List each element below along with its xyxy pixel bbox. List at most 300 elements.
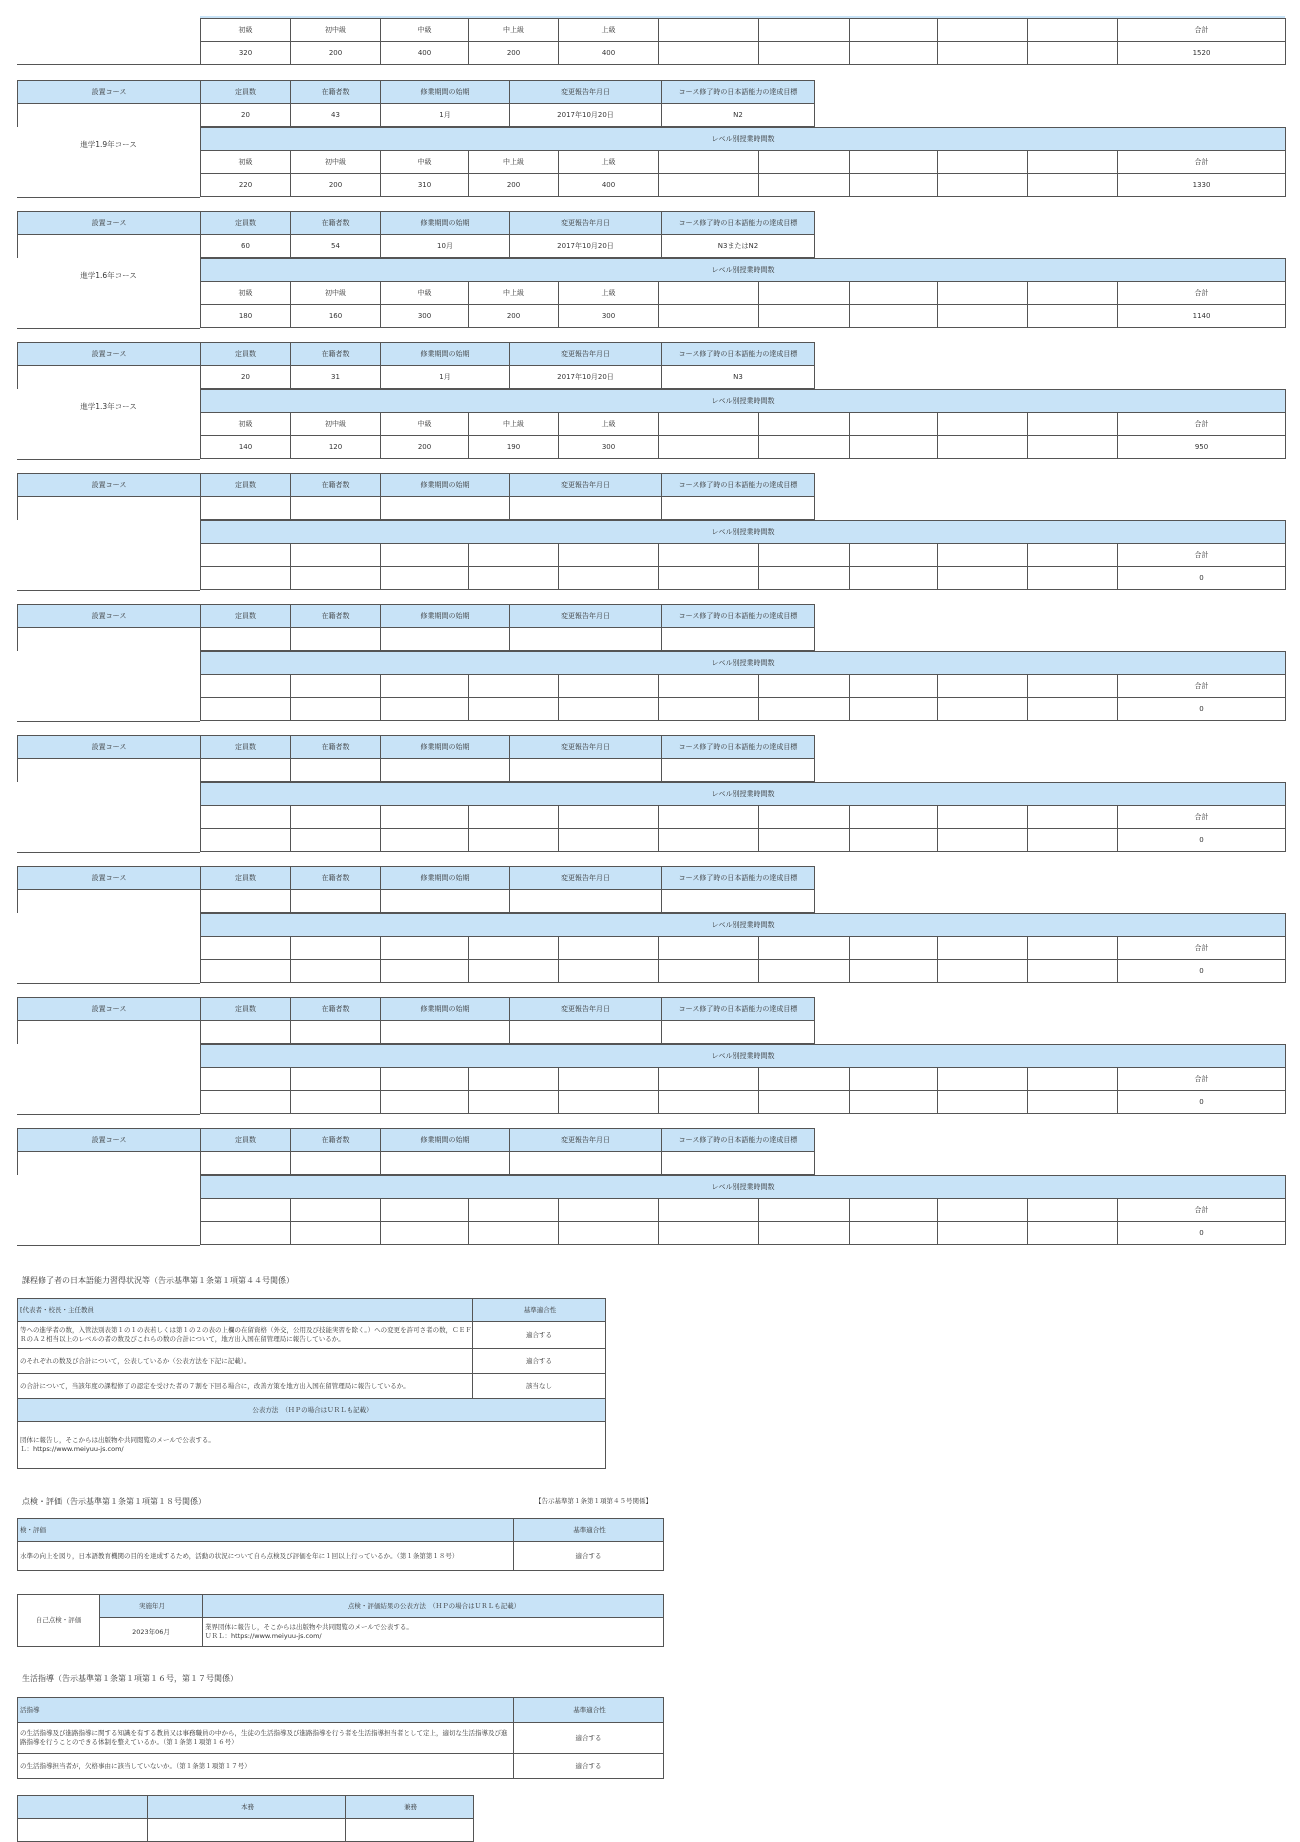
report-date-col-header: 変更報告年月日 bbox=[510, 867, 662, 890]
start-value bbox=[381, 497, 510, 520]
total-value: 950 bbox=[1118, 436, 1286, 459]
hours-value bbox=[291, 829, 381, 852]
jlpt-row-text: 等への進学者の数，入管法別表第１の１の表若しくは第１の２の表の上欄の在留資格（外交，公用及び技能実習を除く。）への変更を許可さ者の数，ＣＥＦＲのＡ２相当以上のレベルの者の数及びこれらの数の合計について，地方出入国在留管理局に報告しているか。 bbox=[18, 1322, 473, 1349]
top-course-hours-table bbox=[200, 18, 1286, 65]
hours-header: レベル別授業時間数 bbox=[201, 652, 1286, 675]
total-value: 0 bbox=[1118, 1091, 1286, 1114]
target-value: N3またはN2 bbox=[662, 235, 815, 258]
level-label bbox=[291, 1199, 381, 1222]
total-label: 合計 bbox=[1118, 675, 1286, 698]
hours-value bbox=[291, 1091, 381, 1114]
hours-value bbox=[381, 1091, 469, 1114]
hours-value: 300 bbox=[381, 305, 469, 328]
course-name bbox=[17, 1047, 200, 1077]
capacity-value bbox=[201, 890, 291, 913]
total-label: 合計 bbox=[1118, 544, 1286, 567]
level-label: 上級 bbox=[559, 151, 659, 174]
hours-value: 140 bbox=[201, 436, 291, 459]
target-value bbox=[662, 759, 815, 782]
level-label: 中級 bbox=[381, 282, 469, 305]
course-col-header: 設置コース bbox=[18, 1129, 201, 1152]
self-eval-pub-line2: ＵＲＬ：https://www.meiyuu-js.com/ bbox=[205, 1632, 322, 1640]
course-block-underline bbox=[17, 721, 200, 722]
hours-value bbox=[291, 698, 381, 721]
report-date-col-header: 変更報告年月日 bbox=[510, 343, 662, 366]
target-value bbox=[662, 890, 815, 913]
hours-header: レベル別授業時間数 bbox=[201, 259, 1286, 282]
level-label: 上級 bbox=[559, 282, 659, 305]
course-name: 進学1.9年コース bbox=[80, 140, 137, 149]
jlpt-header-left: [代表者・校長・主任教員 bbox=[18, 1299, 473, 1322]
course-hours-table bbox=[200, 913, 1286, 983]
hours-value bbox=[201, 960, 291, 983]
course-col-header: 設置コース bbox=[18, 605, 201, 628]
course-block-underline bbox=[17, 1114, 200, 1115]
total-value: 0 bbox=[1118, 829, 1286, 852]
self-eval-pub-header: 点検・評価結果の公表方法 （ＨＰの場合はＵＲＬも記載） bbox=[203, 1595, 664, 1618]
level-label: 初級 bbox=[201, 413, 291, 436]
report-date-col-header: 変更報告年月日 bbox=[510, 1129, 662, 1152]
level-label bbox=[559, 1068, 659, 1091]
jlpt-pub-line1: 団体に報告し，そこからは出版物や共同閲覧のメールで公表する。 bbox=[20, 1436, 215, 1444]
course-name-cell bbox=[18, 1021, 201, 1044]
enrolled-value bbox=[291, 890, 381, 913]
enrolled-col-header: 在籍者数 bbox=[291, 867, 381, 890]
course-name-cell bbox=[18, 104, 201, 127]
report-date-value bbox=[510, 1021, 662, 1044]
level-label bbox=[201, 1199, 291, 1222]
level-label bbox=[469, 1199, 559, 1222]
level-label: 上級 bbox=[559, 19, 659, 42]
start-col-header: 修業期間の始期 bbox=[381, 343, 510, 366]
capacity-value bbox=[201, 628, 291, 651]
hours-value bbox=[381, 698, 469, 721]
enrolled-value bbox=[291, 1021, 381, 1044]
self-eval-pub-body bbox=[203, 1618, 664, 1647]
hours-value bbox=[201, 567, 291, 590]
start-col-header: 修業期間の始期 bbox=[381, 998, 510, 1021]
level-label bbox=[201, 675, 291, 698]
course-hours-table bbox=[200, 258, 1286, 328]
level-label bbox=[469, 675, 559, 698]
report-date-col-header: 変更報告年月日 bbox=[510, 474, 662, 497]
course-col-header: 設置コース bbox=[18, 343, 201, 366]
level-label bbox=[201, 1068, 291, 1091]
capacity-value: 20 bbox=[201, 104, 291, 127]
hours-value: 180 bbox=[201, 305, 291, 328]
level-label bbox=[559, 806, 659, 829]
hours-value bbox=[291, 567, 381, 590]
target-value bbox=[662, 497, 815, 520]
level-label: 中上級 bbox=[469, 19, 559, 42]
course-hours-table bbox=[200, 1044, 1286, 1114]
capacity-value bbox=[201, 497, 291, 520]
life-section-title: 生活指導（告示基準第１条第１項第１６号，第１７号関係） bbox=[22, 1674, 238, 1683]
top-section-underline bbox=[17, 64, 200, 65]
capacity-col-header: 定員数 bbox=[201, 1129, 291, 1152]
course-col-header: 設置コース bbox=[18, 998, 201, 1021]
level-label bbox=[291, 544, 381, 567]
level-label: 中級 bbox=[381, 19, 469, 42]
level-label bbox=[381, 1068, 469, 1091]
hours-header: レベル別授業時間数 bbox=[201, 1176, 1286, 1199]
jlpt-pub-body bbox=[18, 1422, 606, 1469]
jlpt-pub-line2: Ｌ：https://www.meiyuu-js.com/ bbox=[20, 1445, 124, 1453]
target-value: N3 bbox=[662, 366, 815, 389]
hours-value bbox=[291, 960, 381, 983]
total-label: 合計 bbox=[1118, 806, 1286, 829]
hours-value: 200 bbox=[469, 174, 559, 197]
capacity-col-header: 定員数 bbox=[201, 736, 291, 759]
course-header-table bbox=[17, 211, 815, 258]
self-eval-label: 自己点検・評価 bbox=[18, 1595, 100, 1647]
course-col-header: 設置コース bbox=[18, 212, 201, 235]
start-value: 1月 bbox=[381, 366, 510, 389]
hours-value: 300 bbox=[559, 436, 659, 459]
report-date-col-header: 変更報告年月日 bbox=[510, 605, 662, 628]
report-date-value bbox=[510, 1152, 662, 1175]
target-value: N2 bbox=[662, 104, 815, 127]
hours-header: レベル別授業時間数 bbox=[201, 914, 1286, 937]
level-label: 中級 bbox=[381, 151, 469, 174]
start-col-header: 修業期間の始期 bbox=[381, 474, 510, 497]
level-label bbox=[201, 806, 291, 829]
hours-value bbox=[559, 960, 659, 983]
start-value: 10月 bbox=[381, 235, 510, 258]
capacity-col-header: 定員数 bbox=[201, 343, 291, 366]
level-label bbox=[469, 1068, 559, 1091]
hours-value bbox=[381, 829, 469, 852]
life-header-right: 基準適合性 bbox=[514, 1698, 664, 1723]
target-col-header: コース修了時の日本語能力の達成目標 bbox=[662, 1129, 815, 1152]
life-row-value: 適合する bbox=[514, 1723, 664, 1754]
course-name: 進学1.3年コース bbox=[80, 402, 137, 411]
hours-value: 400 bbox=[559, 174, 659, 197]
course-name-cell bbox=[18, 1152, 201, 1175]
course-col-header: 設置コース bbox=[18, 736, 201, 759]
target-col-header: コース修了時の日本語能力の達成目標 bbox=[662, 343, 815, 366]
hours-value: 120 bbox=[291, 436, 381, 459]
hours-value: 400 bbox=[559, 42, 659, 65]
self-eval-pub-line1: 業界団体に報告し，そこからは出版物や共同閲覧のメールで公表する。 bbox=[205, 1623, 413, 1631]
report-date-value: 2017年10月20日 bbox=[510, 104, 662, 127]
course-name-cell bbox=[18, 628, 201, 651]
level-label: 初中級 bbox=[291, 19, 381, 42]
staff-col-parttime: 兼務 bbox=[346, 1796, 474, 1819]
eval-section-ref: 【告示基準第１条第１項第４５号関係】 bbox=[535, 1497, 652, 1505]
total-value: 0 bbox=[1118, 1222, 1286, 1245]
course-col-header: 設置コース bbox=[18, 474, 201, 497]
life-row-text: の生活指導及び進路指導に関する知識を有する教員又は事務職員の中から，生徒の生活指導及び進路指導を行う者を生活指導担当者として定上，適切な生活指導及び進路指導を行うことのできる体制を整えているか。（第１条第１項第１６号） bbox=[18, 1723, 514, 1754]
report-date-col-header: 変更報告年月日 bbox=[510, 81, 662, 104]
total-value: 0 bbox=[1118, 960, 1286, 983]
target-col-header: コース修了時の日本語能力の達成目標 bbox=[662, 736, 815, 759]
total-value: 1520 bbox=[1118, 42, 1286, 65]
hours-value bbox=[559, 567, 659, 590]
eval-table bbox=[17, 1518, 664, 1571]
level-label bbox=[291, 1068, 381, 1091]
level-label bbox=[469, 937, 559, 960]
hours-value bbox=[381, 567, 469, 590]
start-value bbox=[381, 1152, 510, 1175]
self-eval-table bbox=[17, 1594, 664, 1647]
level-label: 中上級 bbox=[469, 282, 559, 305]
enrolled-col-header: 在籍者数 bbox=[291, 998, 381, 1021]
hours-value: 200 bbox=[469, 42, 559, 65]
jlpt-row-text: の合計について，当該年度の課程修了の認定を受けた者の７割を下回る場合に，改善方策を地方出入国在留管理局に報告しているか。 bbox=[18, 1374, 473, 1399]
enrolled-col-header: 在籍者数 bbox=[291, 1129, 381, 1152]
report-date-value bbox=[510, 759, 662, 782]
enrolled-value bbox=[291, 497, 381, 520]
target-col-header: コース修了時の日本語能力の達成目標 bbox=[662, 998, 815, 1021]
total-label: 合計 bbox=[1118, 1068, 1286, 1091]
course-header-table bbox=[17, 1128, 815, 1175]
level-label bbox=[381, 544, 469, 567]
hours-value: 160 bbox=[291, 305, 381, 328]
hours-value: 220 bbox=[201, 174, 291, 197]
course-block-underline bbox=[17, 459, 200, 460]
enrolled-value bbox=[291, 1152, 381, 1175]
level-label bbox=[201, 937, 291, 960]
level-label bbox=[559, 937, 659, 960]
course-hours-table bbox=[200, 127, 1286, 197]
hours-value bbox=[291, 1222, 381, 1245]
course-header-table bbox=[17, 866, 815, 913]
hours-header: レベル別授業時間数 bbox=[201, 521, 1286, 544]
hours-value: 190 bbox=[469, 436, 559, 459]
capacity-col-header: 定員数 bbox=[201, 998, 291, 1021]
total-label: 合計 bbox=[1118, 1199, 1286, 1222]
report-date-value bbox=[510, 890, 662, 913]
jlpt-header-right: 基準適合性 bbox=[473, 1299, 606, 1322]
hours-value bbox=[469, 698, 559, 721]
enrolled-value bbox=[291, 628, 381, 651]
level-label bbox=[201, 544, 291, 567]
start-col-header: 修業期間の始期 bbox=[381, 1129, 510, 1152]
enrolled-value: 54 bbox=[291, 235, 381, 258]
hours-header: レベル別授業時間数 bbox=[201, 1045, 1286, 1068]
course-block-underline bbox=[17, 1245, 200, 1246]
enrolled-col-header: 在籍者数 bbox=[291, 605, 381, 628]
start-value: 1月 bbox=[381, 104, 510, 127]
level-label bbox=[559, 675, 659, 698]
eval-row-text: 水準の向上を図り，日本語教育機関の目的を達成するため，活動の状況について自ら点検及び評価を年に１回以上行っているか。（第１条第第１８号） bbox=[18, 1542, 514, 1571]
hours-value: 200 bbox=[469, 305, 559, 328]
course-name-cell bbox=[18, 890, 201, 913]
level-label: 初中級 bbox=[291, 282, 381, 305]
course-header-table bbox=[17, 80, 815, 127]
course-block-underline bbox=[17, 983, 200, 984]
eval-header-left: 検・評価 bbox=[18, 1519, 514, 1542]
jlpt-pub-header: 公表方法 （ＨＰの場合はＵＲＬも記載） bbox=[18, 1399, 606, 1422]
level-label: 上級 bbox=[559, 413, 659, 436]
hours-header: レベル別授業時間数 bbox=[201, 390, 1286, 413]
report-date-value: 2017年10月20日 bbox=[510, 366, 662, 389]
level-label bbox=[381, 806, 469, 829]
course-hours-table bbox=[200, 389, 1286, 459]
total-label: 合計 bbox=[1118, 937, 1286, 960]
level-label: 初級 bbox=[201, 282, 291, 305]
hours-value: 200 bbox=[381, 436, 469, 459]
jlpt-table bbox=[17, 1298, 606, 1469]
enrolled-value: 43 bbox=[291, 104, 381, 127]
report-date-value bbox=[510, 628, 662, 651]
target-col-header: コース修了時の日本語能力の達成目標 bbox=[662, 474, 815, 497]
target-value bbox=[662, 1021, 815, 1044]
capacity-value: 60 bbox=[201, 235, 291, 258]
total-label: 合計 bbox=[1118, 19, 1286, 42]
life-row-value: 適合する bbox=[514, 1754, 664, 1779]
start-col-header: 修業期間の始期 bbox=[381, 605, 510, 628]
hours-value bbox=[201, 829, 291, 852]
jlpt-row-value: 適合する bbox=[473, 1349, 606, 1374]
capacity-col-header: 定員数 bbox=[201, 81, 291, 104]
start-value bbox=[381, 759, 510, 782]
level-label: 初級 bbox=[201, 151, 291, 174]
jlpt-row-text: のそれぞれの数及び合計について，公表しているか（公表方法を下記に記載）。 bbox=[18, 1349, 473, 1374]
level-label bbox=[469, 544, 559, 567]
start-col-header: 修業期間の始期 bbox=[381, 736, 510, 759]
level-label bbox=[469, 806, 559, 829]
start-value bbox=[381, 890, 510, 913]
self-eval-date: 2023年06月 bbox=[100, 1618, 203, 1647]
course-block-underline bbox=[17, 197, 200, 198]
total-label: 合計 bbox=[1118, 151, 1286, 174]
course-hours-table bbox=[200, 1175, 1286, 1245]
course-name-cell bbox=[18, 759, 201, 782]
capacity-value bbox=[201, 759, 291, 782]
jlpt-section-title: 課程修了者の日本語能力習得状況等（告示基準第１条第１項第４４号関係） bbox=[22, 1276, 294, 1285]
level-label: 中上級 bbox=[469, 151, 559, 174]
enrolled-col-header: 在籍者数 bbox=[291, 81, 381, 104]
capacity-col-header: 定員数 bbox=[201, 212, 291, 235]
level-label bbox=[381, 937, 469, 960]
total-label: 合計 bbox=[1118, 282, 1286, 305]
level-label: 中上級 bbox=[469, 413, 559, 436]
self-eval-date-header: 実施年月 bbox=[100, 1595, 203, 1618]
course-hours-table bbox=[200, 651, 1286, 721]
start-col-header: 修業期間の始期 bbox=[381, 212, 510, 235]
course-hours-table bbox=[200, 782, 1286, 852]
hours-value bbox=[381, 1222, 469, 1245]
jlpt-row-value: 適合する bbox=[473, 1322, 606, 1349]
target-col-header: コース修了時の日本語能力の達成目標 bbox=[662, 81, 815, 104]
course-header-table bbox=[17, 342, 815, 389]
total-value: 1140 bbox=[1118, 305, 1286, 328]
course-name-cell bbox=[18, 235, 201, 258]
course-name bbox=[17, 785, 200, 815]
staff-table bbox=[17, 1795, 474, 1842]
course-name bbox=[17, 523, 200, 553]
hours-value bbox=[201, 1091, 291, 1114]
report-date-col-header: 変更報告年月日 bbox=[510, 212, 662, 235]
capacity-value: 20 bbox=[201, 366, 291, 389]
capacity-col-header: 定員数 bbox=[201, 474, 291, 497]
hours-value: 300 bbox=[559, 305, 659, 328]
hours-value bbox=[469, 1222, 559, 1245]
hours-value bbox=[469, 829, 559, 852]
level-label: 初中級 bbox=[291, 151, 381, 174]
hours-value bbox=[559, 829, 659, 852]
enrolled-col-header: 在籍者数 bbox=[291, 474, 381, 497]
hours-value bbox=[559, 1091, 659, 1114]
course-col-header: 設置コース bbox=[18, 867, 201, 890]
total-value: 0 bbox=[1118, 698, 1286, 721]
level-label bbox=[291, 937, 381, 960]
hours-value bbox=[469, 1091, 559, 1114]
course-hours-table bbox=[200, 520, 1286, 590]
capacity-value bbox=[201, 1021, 291, 1044]
eval-section-title: 点検・評価（告示基準第１条第１項第１８号関係） bbox=[22, 1497, 206, 1506]
course-name bbox=[17, 916, 200, 946]
hours-value: 320 bbox=[201, 42, 291, 65]
eval-row-value: 適合する bbox=[514, 1542, 664, 1571]
course-block-underline bbox=[17, 852, 200, 853]
enrolled-value: 31 bbox=[291, 366, 381, 389]
level-label bbox=[559, 1199, 659, 1222]
course-name: 進学1.6年コース bbox=[80, 271, 137, 280]
total-value: 0 bbox=[1118, 567, 1286, 590]
capacity-col-header: 定員数 bbox=[201, 867, 291, 890]
life-header-left: 活指導 bbox=[18, 1698, 514, 1723]
report-date-value bbox=[510, 497, 662, 520]
course-name-cell bbox=[18, 497, 201, 520]
start-col-header: 修業期間の始期 bbox=[381, 81, 510, 104]
level-label bbox=[381, 1199, 469, 1222]
hours-header: レベル別授業時間数 bbox=[201, 783, 1286, 806]
hours-value bbox=[559, 698, 659, 721]
level-label bbox=[559, 544, 659, 567]
course-block-underline bbox=[17, 590, 200, 591]
enrolled-col-header: 在籍者数 bbox=[291, 212, 381, 235]
level-label bbox=[291, 806, 381, 829]
start-value bbox=[381, 628, 510, 651]
target-value bbox=[662, 628, 815, 651]
total-value: 1330 bbox=[1118, 174, 1286, 197]
hours-header: レベル別授業時間数 bbox=[201, 128, 1286, 151]
hours-value bbox=[201, 1222, 291, 1245]
course-name-cell bbox=[18, 366, 201, 389]
capacity-value bbox=[201, 1152, 291, 1175]
level-label: 初中級 bbox=[291, 413, 381, 436]
report-date-value: 2017年10月20日 bbox=[510, 235, 662, 258]
course-name bbox=[17, 654, 200, 684]
course-name bbox=[17, 1178, 200, 1208]
staff-col-fulltime: 本務 bbox=[148, 1796, 346, 1819]
target-col-header: コース修了時の日本語能力の達成目標 bbox=[662, 605, 815, 628]
capacity-col-header: 定員数 bbox=[201, 605, 291, 628]
enrolled-col-header: 在籍者数 bbox=[291, 736, 381, 759]
course-header-table bbox=[17, 735, 815, 782]
hours-value: 310 bbox=[381, 174, 469, 197]
hours-value bbox=[469, 567, 559, 590]
enrolled-value bbox=[291, 759, 381, 782]
target-col-header: コース修了時の日本語能力の達成目標 bbox=[662, 867, 815, 890]
report-date-col-header: 変更報告年月日 bbox=[510, 998, 662, 1021]
level-label: 初級 bbox=[201, 19, 291, 42]
target-value bbox=[662, 1152, 815, 1175]
total-label: 合計 bbox=[1118, 413, 1286, 436]
hours-value bbox=[201, 698, 291, 721]
hours-value bbox=[469, 960, 559, 983]
course-header-table bbox=[17, 473, 815, 520]
life-table bbox=[17, 1697, 664, 1779]
jlpt-row-value: 該当なし bbox=[473, 1374, 606, 1399]
eval-header-right: 基準適合性 bbox=[514, 1519, 664, 1542]
level-label bbox=[381, 675, 469, 698]
level-label: 中級 bbox=[381, 413, 469, 436]
hours-value: 200 bbox=[291, 42, 381, 65]
